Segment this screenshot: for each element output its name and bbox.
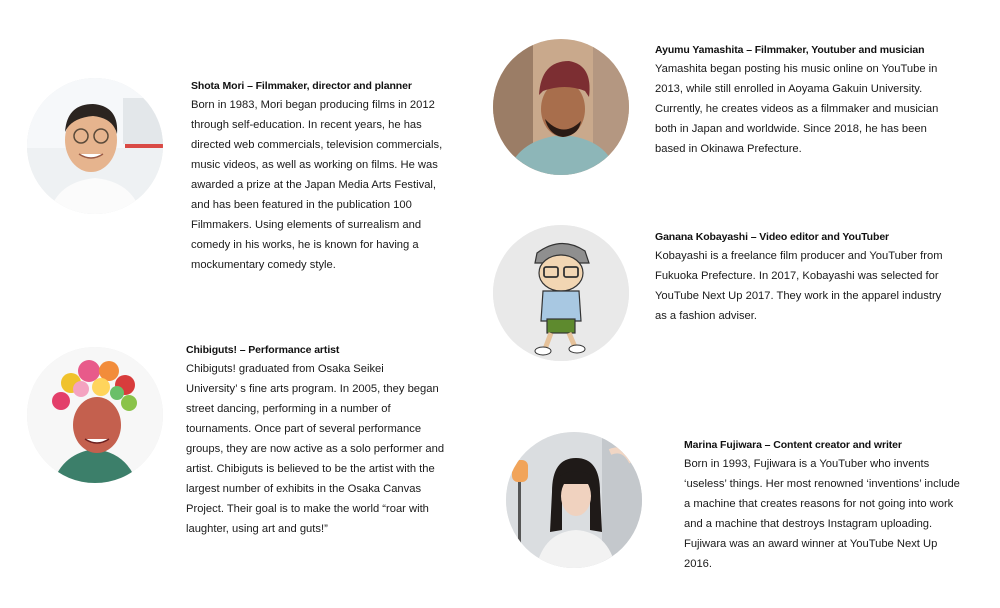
bio-line: University’ s fine arts program. In 2005, they began [186,383,439,395]
bio-line: through self-education. In recent years, he has [191,119,422,131]
profile-heading: Ayumu Yamashita – Filmmaker, Youtuber and musician [655,44,925,56]
bio-line: Kobayashi is a freelance film producer and YouTuber from [655,250,943,262]
bio-line: tournaments. Once part of several performance [186,423,422,435]
bio-line: and a machine that destroys Instagram uploading. [684,518,933,530]
chibiguts-bio [186,342,444,539]
ayumu-yamashita-photo [493,39,629,175]
bio-line: largest number of exhibits in the Osaka Canvas [186,483,422,495]
profile-heading: Shota Mori – Filmmaker, director and planner [191,80,412,92]
bio-line: mockumentary comedy style. [191,259,336,271]
bio-line: Currently, he creates videos as a filmmaker and musician [655,103,939,115]
shota-mori-photo [27,78,163,214]
shota-mori-bio [191,78,442,275]
bio-line: Fukuoka Prefecture. In 2017, Kobayashi was selected for [655,270,939,282]
bio-line: laughter, using art and guts!” [186,523,328,535]
bio-line: directed web commercials, television commercials, [191,139,443,151]
bio-line: both in Japan and worldwide. Since 2018, he has been [655,123,927,135]
profile-heading: Chibiguts! – Performance artist [186,344,340,356]
ganana-kobayashi-bio [655,229,943,326]
bio-line: Fujiwara was an award winner at YouTube Next Up [684,538,938,550]
bio-line: 2016. [684,558,712,570]
bio-line: and has been featured in the publication 100 [191,199,412,211]
bio-line: Filmmakers. Using elements of surrealism and [191,219,422,231]
ayumu-yamashita-bio [655,42,938,159]
bio-line: Born in 1993, Fujiwara is a YouTuber who invents [684,458,930,470]
bio-line: based in Okinawa Prefecture. [655,143,802,155]
profile-heading: Ganana Kobayashi – Video editor and YouTuber [655,231,890,243]
bio-line: Born in 1983, Mori began producing films in 2012 [191,99,435,111]
ganana-kobayashi-illustration [493,225,629,361]
bio-line: 2013, while still enrolled in Aoyama Gakuin University. [655,83,923,95]
bio-line: artist. Chibiguts is believed to be the artist with the [186,463,435,475]
bio-line: street dancing, performing in a number of [186,403,391,415]
bio-line: Chibiguts! graduated from Osaka Seikei [186,363,384,375]
bio-line: a machine that creates reasons for not going into work [684,498,954,510]
chibiguts-photo [27,347,163,483]
profile-heading: Marina Fujiwara – Content creator and writer [684,439,902,451]
bio-line: music videos, as well as working on films. He was [191,159,438,171]
bio-line: ‘useless’ things. Her most renowned ‘inventions’ include [684,478,960,490]
bio-line: as a fashion adviser. [655,310,757,322]
bio-line: groups, they are now active as a solo performer and [186,443,445,455]
bio-line: YouTube Next Up 2017. They work in the apparel industry [655,290,942,302]
bio-line: Project. Their goal is to make the world “roar with [186,503,429,515]
marina-fujiwara-bio [684,437,960,574]
bio-line: comedy in his works, he is known for having a [191,239,419,251]
marina-fujiwara-photo [506,432,642,568]
bio-line: awarded a prize at the Japan Media Arts Festival, [191,179,437,191]
bio-line: Yamashita began posting his music online on YouTube in [655,63,938,75]
